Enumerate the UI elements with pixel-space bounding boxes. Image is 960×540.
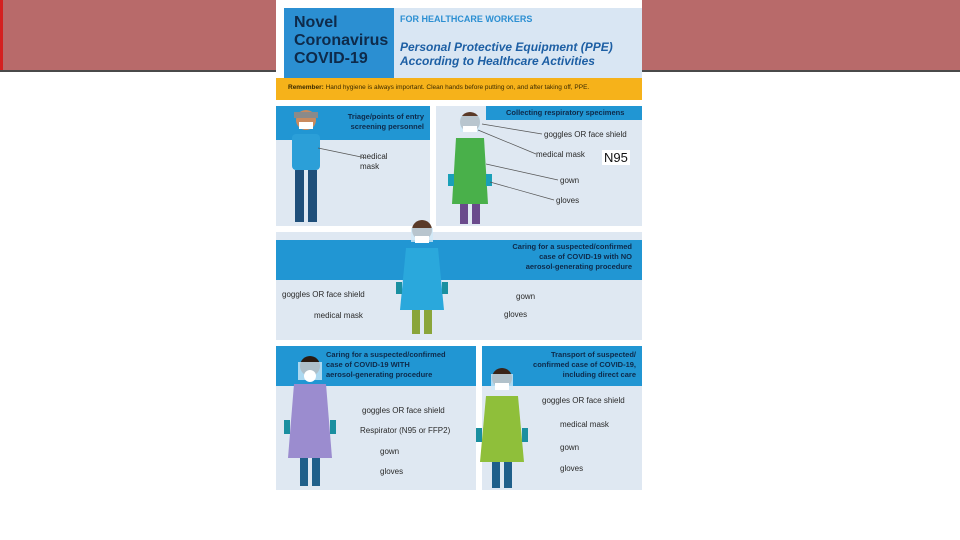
figure-no-aerosol-worker bbox=[394, 214, 454, 340]
panel-transport-title: Transport of suspected/ confirmed case of COVID-19, including direct care bbox=[533, 350, 636, 379]
label-goggles: goggles OR face shield bbox=[282, 290, 365, 299]
label-goggles: goggles OR face shield bbox=[542, 396, 625, 405]
label-medical-mask: medical mask bbox=[314, 311, 363, 320]
panel-triage-title: Triage/points of entry screening personnel bbox=[347, 112, 424, 131]
label-medical-mask: medical mask bbox=[360, 152, 388, 171]
header-kicker: FOR HEALTHCARE WORKERS bbox=[400, 14, 533, 24]
label-gloves: gloves bbox=[380, 467, 404, 476]
ppe-infographic bbox=[276, 0, 642, 490]
label-gown: gown bbox=[560, 443, 580, 452]
label-gloves: gloves bbox=[560, 464, 584, 473]
label-gloves: gloves bbox=[556, 196, 580, 205]
panel-with-aerosol-title: Caring for a suspected/confirmed case of COVID-19 WITH aerosol-generating procedure bbox=[326, 350, 446, 379]
reminder-bold: Remember: bbox=[288, 84, 324, 91]
figure-triage-worker bbox=[286, 100, 326, 230]
figure-transport-worker bbox=[476, 362, 536, 490]
panel-respiratory-title: Collecting respiratory specimens bbox=[506, 108, 625, 117]
header-title: Novel Coronavirus COVID-19 bbox=[294, 14, 389, 67]
label-gown: gown bbox=[560, 176, 580, 185]
label-gloves: gloves bbox=[504, 310, 528, 319]
slide-left-accent bbox=[0, 0, 3, 70]
label-gown: gown bbox=[380, 447, 400, 456]
n95-overlay-note: N95 bbox=[604, 150, 628, 165]
reminder-text bbox=[288, 84, 589, 91]
label-goggles: goggles OR face shield bbox=[362, 406, 445, 415]
panel-no-aerosol-title: Caring for a suspected/confirmed case of COVID-19 with NO aerosol-generating procedure bbox=[512, 242, 632, 271]
figure-respiratory-worker bbox=[448, 104, 558, 228]
label-medical-mask: medical mask bbox=[536, 150, 585, 159]
label-medical-mask: medical mask bbox=[560, 420, 609, 429]
label-goggles: goggles OR face shield bbox=[544, 130, 627, 139]
label-gown: gown bbox=[516, 292, 536, 301]
label-respirator: Respirator (N95 or FFP2) bbox=[360, 426, 451, 435]
figure-with-aerosol-worker bbox=[284, 350, 344, 490]
header-subtitle: Personal Protective Equipment (PPE) According to Healthcare Activities bbox=[400, 40, 613, 68]
reminder-body: Hand hygiene is always important. Clean hands before putting on, and after taking off, PPE. bbox=[325, 84, 590, 91]
